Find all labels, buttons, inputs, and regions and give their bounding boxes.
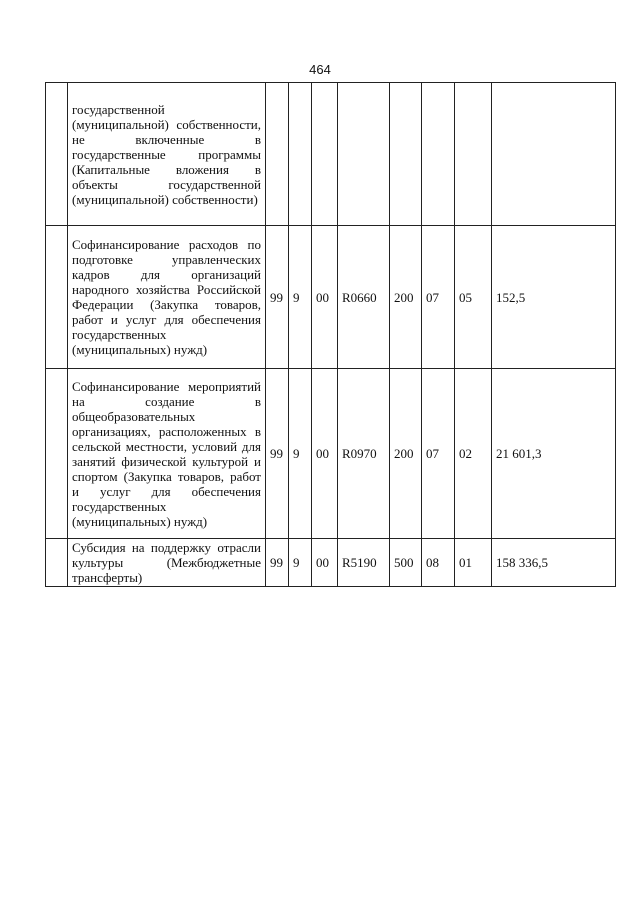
code-cell — [266, 83, 289, 226]
amount-cell: 152,5 — [492, 226, 616, 369]
expense-name-cell — [68, 539, 266, 587]
expense-name: Софинансирование расходов по подготовке управленческих кадров для организаций народного хозяйства Российской Федерации (Закупка товаров, работ и услуг для обеспечения государственных (муниципальных) нужд) — [72, 237, 261, 357]
code-cell — [312, 83, 338, 226]
table-row — [46, 369, 616, 539]
event-code-cell: 00 — [312, 369, 338, 539]
subsection-cell: 05 — [455, 226, 492, 369]
section-cell: 07 — [422, 226, 455, 369]
table-row — [46, 226, 616, 369]
blank-cell — [46, 83, 68, 226]
program-code-cell: 99 — [266, 539, 289, 587]
table-row — [46, 539, 616, 587]
expense-name: Субсидия на поддержку отрасли культуры (Межбюджетные трансферты) — [72, 540, 261, 585]
program-code-cell: 99 — [266, 369, 289, 539]
blank-cell — [46, 369, 68, 539]
subprogram-code-cell: 9 — [289, 539, 312, 587]
subsection-cell: 02 — [455, 369, 492, 539]
amount-cell: 158 336,5 — [492, 539, 616, 587]
expense-type-cell: 200 — [390, 369, 422, 539]
direction-code-cell: R0970 — [338, 369, 390, 539]
event-code-cell: 00 — [312, 539, 338, 587]
amount-cell — [492, 83, 616, 226]
code-cell — [455, 83, 492, 226]
subsection-cell: 01 — [455, 539, 492, 587]
code-cell — [289, 83, 312, 226]
expense-name: Софинансирование мероприятий на создание в общеобразовательных организациях, расположенных в сельской местности, условий для занятий физической культурой и спортом (Закупка товаров, работ и услуг для обеспечения государственных (муниципальных) нужд) — [72, 378, 261, 529]
expense-name: государственной (муниципальной) собственности, не включенные в государственные программы (Капитальные вложения в объекты государственной (муниципальной) собственности) — [72, 101, 261, 207]
program-code-cell: 99 — [266, 226, 289, 369]
expense-type-cell: 500 — [390, 539, 422, 587]
amount-cell: 21 601,3 — [492, 369, 616, 539]
direction-code-cell: R0660 — [338, 226, 390, 369]
subprogram-code-cell: 9 — [289, 226, 312, 369]
budget-table — [45, 82, 616, 587]
expense-type-cell: 200 — [390, 226, 422, 369]
event-code-cell: 00 — [312, 226, 338, 369]
table-row — [46, 83, 616, 226]
expense-name-cell — [68, 226, 266, 369]
page-number: 464 — [309, 62, 331, 77]
section-cell: 07 — [422, 369, 455, 539]
section-cell: 08 — [422, 539, 455, 587]
code-cell — [422, 83, 455, 226]
code-cell — [338, 83, 390, 226]
code-cell — [390, 83, 422, 226]
blank-cell — [46, 539, 68, 587]
direction-code-cell: R5190 — [338, 539, 390, 587]
expense-name-cell — [68, 83, 266, 226]
subprogram-code-cell: 9 — [289, 369, 312, 539]
blank-cell — [46, 226, 68, 369]
expense-name-cell — [68, 369, 266, 539]
